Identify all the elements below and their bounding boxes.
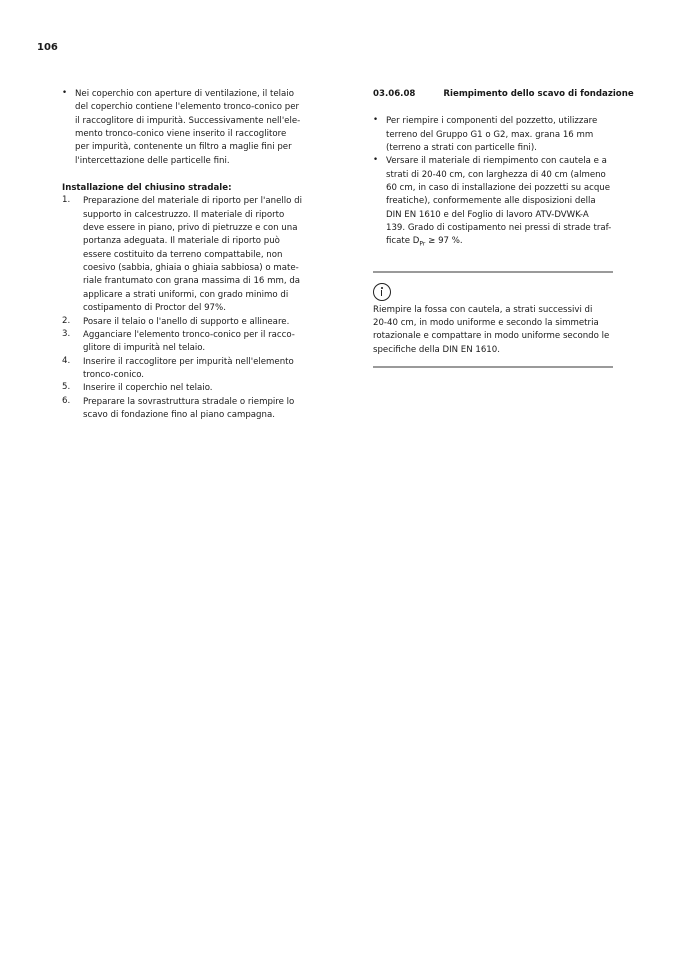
text-line: l'intercettazione delle particelle fini. [75,155,230,166]
text-line: scavo di fondazione fino al piano campagna. [83,409,275,420]
text-line: il raccoglitore di impurità. Successivamente nell'ele- [75,115,301,126]
text-line: tronco-conico. [83,369,145,380]
text-line: (terreno a strati con particelle fini). [386,143,537,154]
bullet-item [373,115,618,155]
text-line: applicare a strati uniformi, con grado minimo di [83,289,289,300]
left-column [62,88,312,422]
text-line: 60 cm, in caso di installazione dei pozzetti su acque [386,183,611,194]
text-line: 20-40 cm, in modo uniforme e secondo la simmetria [373,318,599,329]
list-item [62,329,312,356]
text-line: riale frantumato con grana massima di 16 mm, da [83,276,301,287]
text-line: mento tronco-conico viene inserito il raccoglitore [75,129,287,140]
numbered-list [62,195,312,422]
text-line: terreno del Gruppo G1 o G2, max. grana 16 mm [386,129,594,140]
right-column [373,88,634,368]
section-header [373,88,634,101]
list-item [62,316,312,329]
list-item [62,356,312,383]
text-line: Preparare la sovrastruttura stradale o riempire lo [83,396,295,407]
section-number: 03.06.08 [373,89,416,99]
text-line: Riempire la fossa con cautela, a strati successivi di [373,304,593,315]
list-item [62,195,312,315]
text-line: essere costituito da terreno compattabile, non [83,249,283,260]
text-line: Posare il telaio o l'anello di supporto e allineare. [83,316,290,327]
list-number: 6. [62,395,71,406]
bullet-icon: • [62,88,68,98]
text-line: DIN EN 1610 e del Foglio di lavoro ATV-DVWK-A [386,209,589,220]
text-line: freatiche), conformemente alle disposizioni della [386,196,596,207]
bullet-icon: • [373,155,379,166]
info-note [373,304,618,357]
text-line: glitore di impurità nel telaio. [83,343,206,354]
text-line: ficate $D_{Pr} \ge 97$ %. [386,236,463,249]
text-line: Per riempire i componenti del pozzetto, utilizzare [386,116,598,127]
list-number: 2. [62,315,71,326]
list-number: 1. [62,195,71,206]
list-item [62,382,312,395]
text-line: specifiche della DIN EN 1610. [373,344,500,355]
text-line: rotazionale e compattare in modo uniforme secondo le [373,331,610,342]
list-number: 4. [62,355,71,366]
divider [373,366,613,368]
text-line: supporto in calcestruzzo. Il materiale di riporto [83,209,285,220]
info-icon [373,283,391,301]
list-number: 3. [62,328,71,339]
text-line: strati di 20-40 cm, con larghezza di 40 cm (almeno [386,169,606,180]
text-line: 139. Grado di costipamento nei pressi di strade traf- [386,223,612,234]
text-line: coesivo (sabbia, ghiaia o ghiaia sabbiosa) o mate- [83,263,299,274]
text-line: costipamento di Proctor del 97%. [83,303,226,314]
text-line: Versare il materiale di riempimento con cautela e a [386,156,607,167]
list-number: 5. [62,382,71,393]
bullet-icon: • [373,115,379,126]
text-line: deve essere in piano, privo di pietruzze e con una [83,223,298,234]
text-line: Inserire il raccoglitore per impurità nell'elemento [83,356,294,367]
text-line: portanza adeguata. Il materiale di riporto può [83,236,280,247]
text-line: Nei coperchio con aperture di ventilazione, il telaio [75,89,294,99]
section-heading: Installazione del chiusino stradale: [62,183,232,194]
text-line: per impurità, contenente un filtro a maglie fini per [75,142,292,153]
text-line: Agganciare l'elemento tronco-conico per il racco- [83,329,295,340]
text-line: del coperchio contiene l'elemento tronco-conico per [75,102,300,113]
page-number: 106 [37,42,58,53]
bullet-item [373,155,618,235]
bullet-item [62,88,312,168]
text-line: Inserire il coperchio nel telaio. [83,383,213,394]
text-line: Preparazione del materiale di riporto per l'anello di [83,196,303,207]
list-item [62,396,312,423]
section-title: Riempimento dello scavo di fondazione [443,89,634,99]
